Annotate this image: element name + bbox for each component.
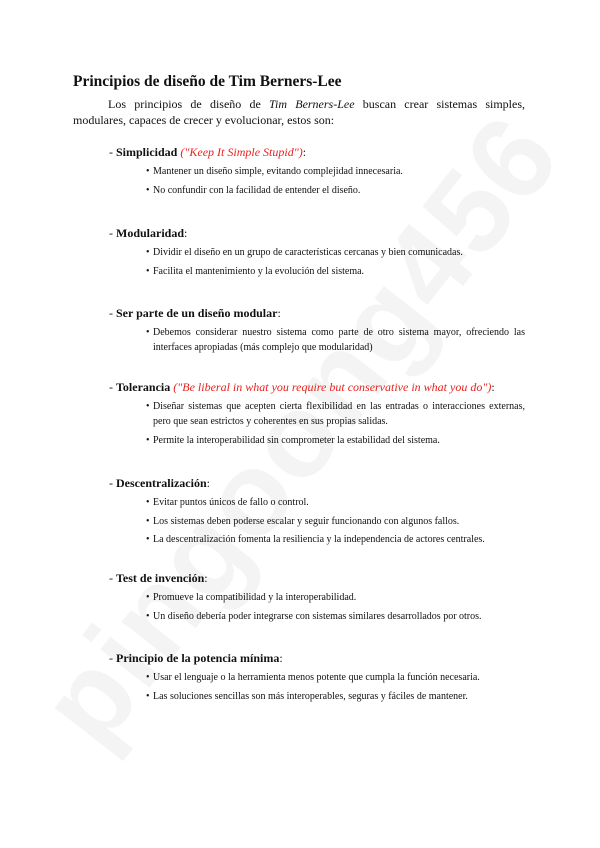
list-item: • Los sistemas deben poderse escalar y seguir funcionando con algunos fallos. [153,514,525,529]
heading-prefix: - [109,651,116,665]
list-item: • Diseñar sistemas que acepten cierta flexibilidad en las entradas o interacciones externas, pero que sean estrictos y coherentes en sus propias salidas. [153,399,525,429]
section-heading [109,305,525,321]
heading-name: Ser parte de un diseño modular [116,306,278,320]
heading-quote: ("Keep It Simple Stupid") [180,145,303,159]
heading-prefix: - [109,226,116,240]
section-heading [109,225,525,241]
bullet-list [73,164,525,198]
list-item: • Evitar puntos únicos de fallo o control. [153,495,525,510]
heading-suffix: : [184,226,188,240]
heading-name: Tolerancia [116,380,171,394]
section-descentralizacion [73,475,525,551]
heading-suffix: : [279,651,283,665]
section-principio-de-la-potencia-minima [73,650,525,707]
section-ser-parte-de-un-diseno-modular [73,305,525,359]
list-item: • No confundir con la facilidad de entender el diseño. [153,183,525,198]
list-item: • Mantener un diseño simple, evitando complejidad innecesaria. [153,164,525,179]
section-heading [109,144,525,160]
heading-name: Principio de la potencia mínima [116,651,280,665]
bullet-list [73,495,525,547]
list-item: • Usar el lenguaje o la herramienta menos potente que cumpla la función necesaria. [153,670,525,685]
heading-prefix: - [109,571,116,585]
heading-prefix: - [109,476,116,490]
heading-suffix: : [302,145,307,159]
heading-name: Modularidad [116,226,185,240]
intro-text-after: buscan crear sistemas simples, modulares, capaces de crecer y evolucionar, estos son: [73,97,526,127]
bullet-list [73,590,525,624]
list-item: • Permite la interoperabilidad sin comprometer la estabilidad del sistema. [153,433,525,448]
heading-suffix: : [204,571,208,585]
list-item: • Dividir el diseño en un grupo de características cercanas y bien comunicadas. [153,245,525,260]
bullet-list [73,399,525,448]
bullet-list [73,325,525,355]
section-heading [109,570,525,586]
document-title: Principios de diseño de Tim Berners-Lee [73,73,342,90]
bullet-list [73,670,525,704]
section-heading [109,475,525,491]
section-modularidad [73,225,525,282]
section-test-de-invencion [73,570,525,627]
heading-prefix: - [109,145,116,159]
section-heading [109,650,525,666]
intro-author-name: Tim Berners-Lee [269,97,355,111]
document-content [73,72,526,702]
section-heading [109,379,525,395]
heading-name: Test de invención [116,571,205,585]
heading-suffix: : [277,306,281,320]
heading-prefix: - [109,380,116,394]
heading-suffix: : [206,476,210,490]
intro-text-before: Los principios de diseño de [108,97,270,111]
list-item: • Promueve la compatibilidad y la interoperabilidad. [153,590,525,605]
bullet-list [73,245,525,279]
section-simplicidad [73,144,525,201]
list-item: • Las soluciones sencillas son más interoperables, seguras y fáciles de mantener. [153,689,525,704]
list-item: • Facilita el mantenimiento y la evolución del sistema. [153,264,525,279]
heading-quote: ("Be liberal in what you require but conservative in what you do") [173,380,492,394]
heading-name: Simplicidad [116,145,178,159]
list-item: • La descentralización fomenta la resiliencia y la independencia de actores centrales. [153,532,525,547]
heading-suffix: : [491,380,495,394]
intro-paragraph [73,96,525,128]
heading-prefix: - [109,306,116,320]
list-item: • Debemos considerar nuestro sistema como parte de otro sistema mayor, ofreciendo las interfaces apropiadas (más complejo que modularidad) [153,325,525,355]
heading-name: Descentralización [116,476,207,490]
section-tolerancia [73,379,525,451]
list-item: • Un diseño debería poder integrarse con sistemas similares desarrollados por otros. [153,609,525,624]
